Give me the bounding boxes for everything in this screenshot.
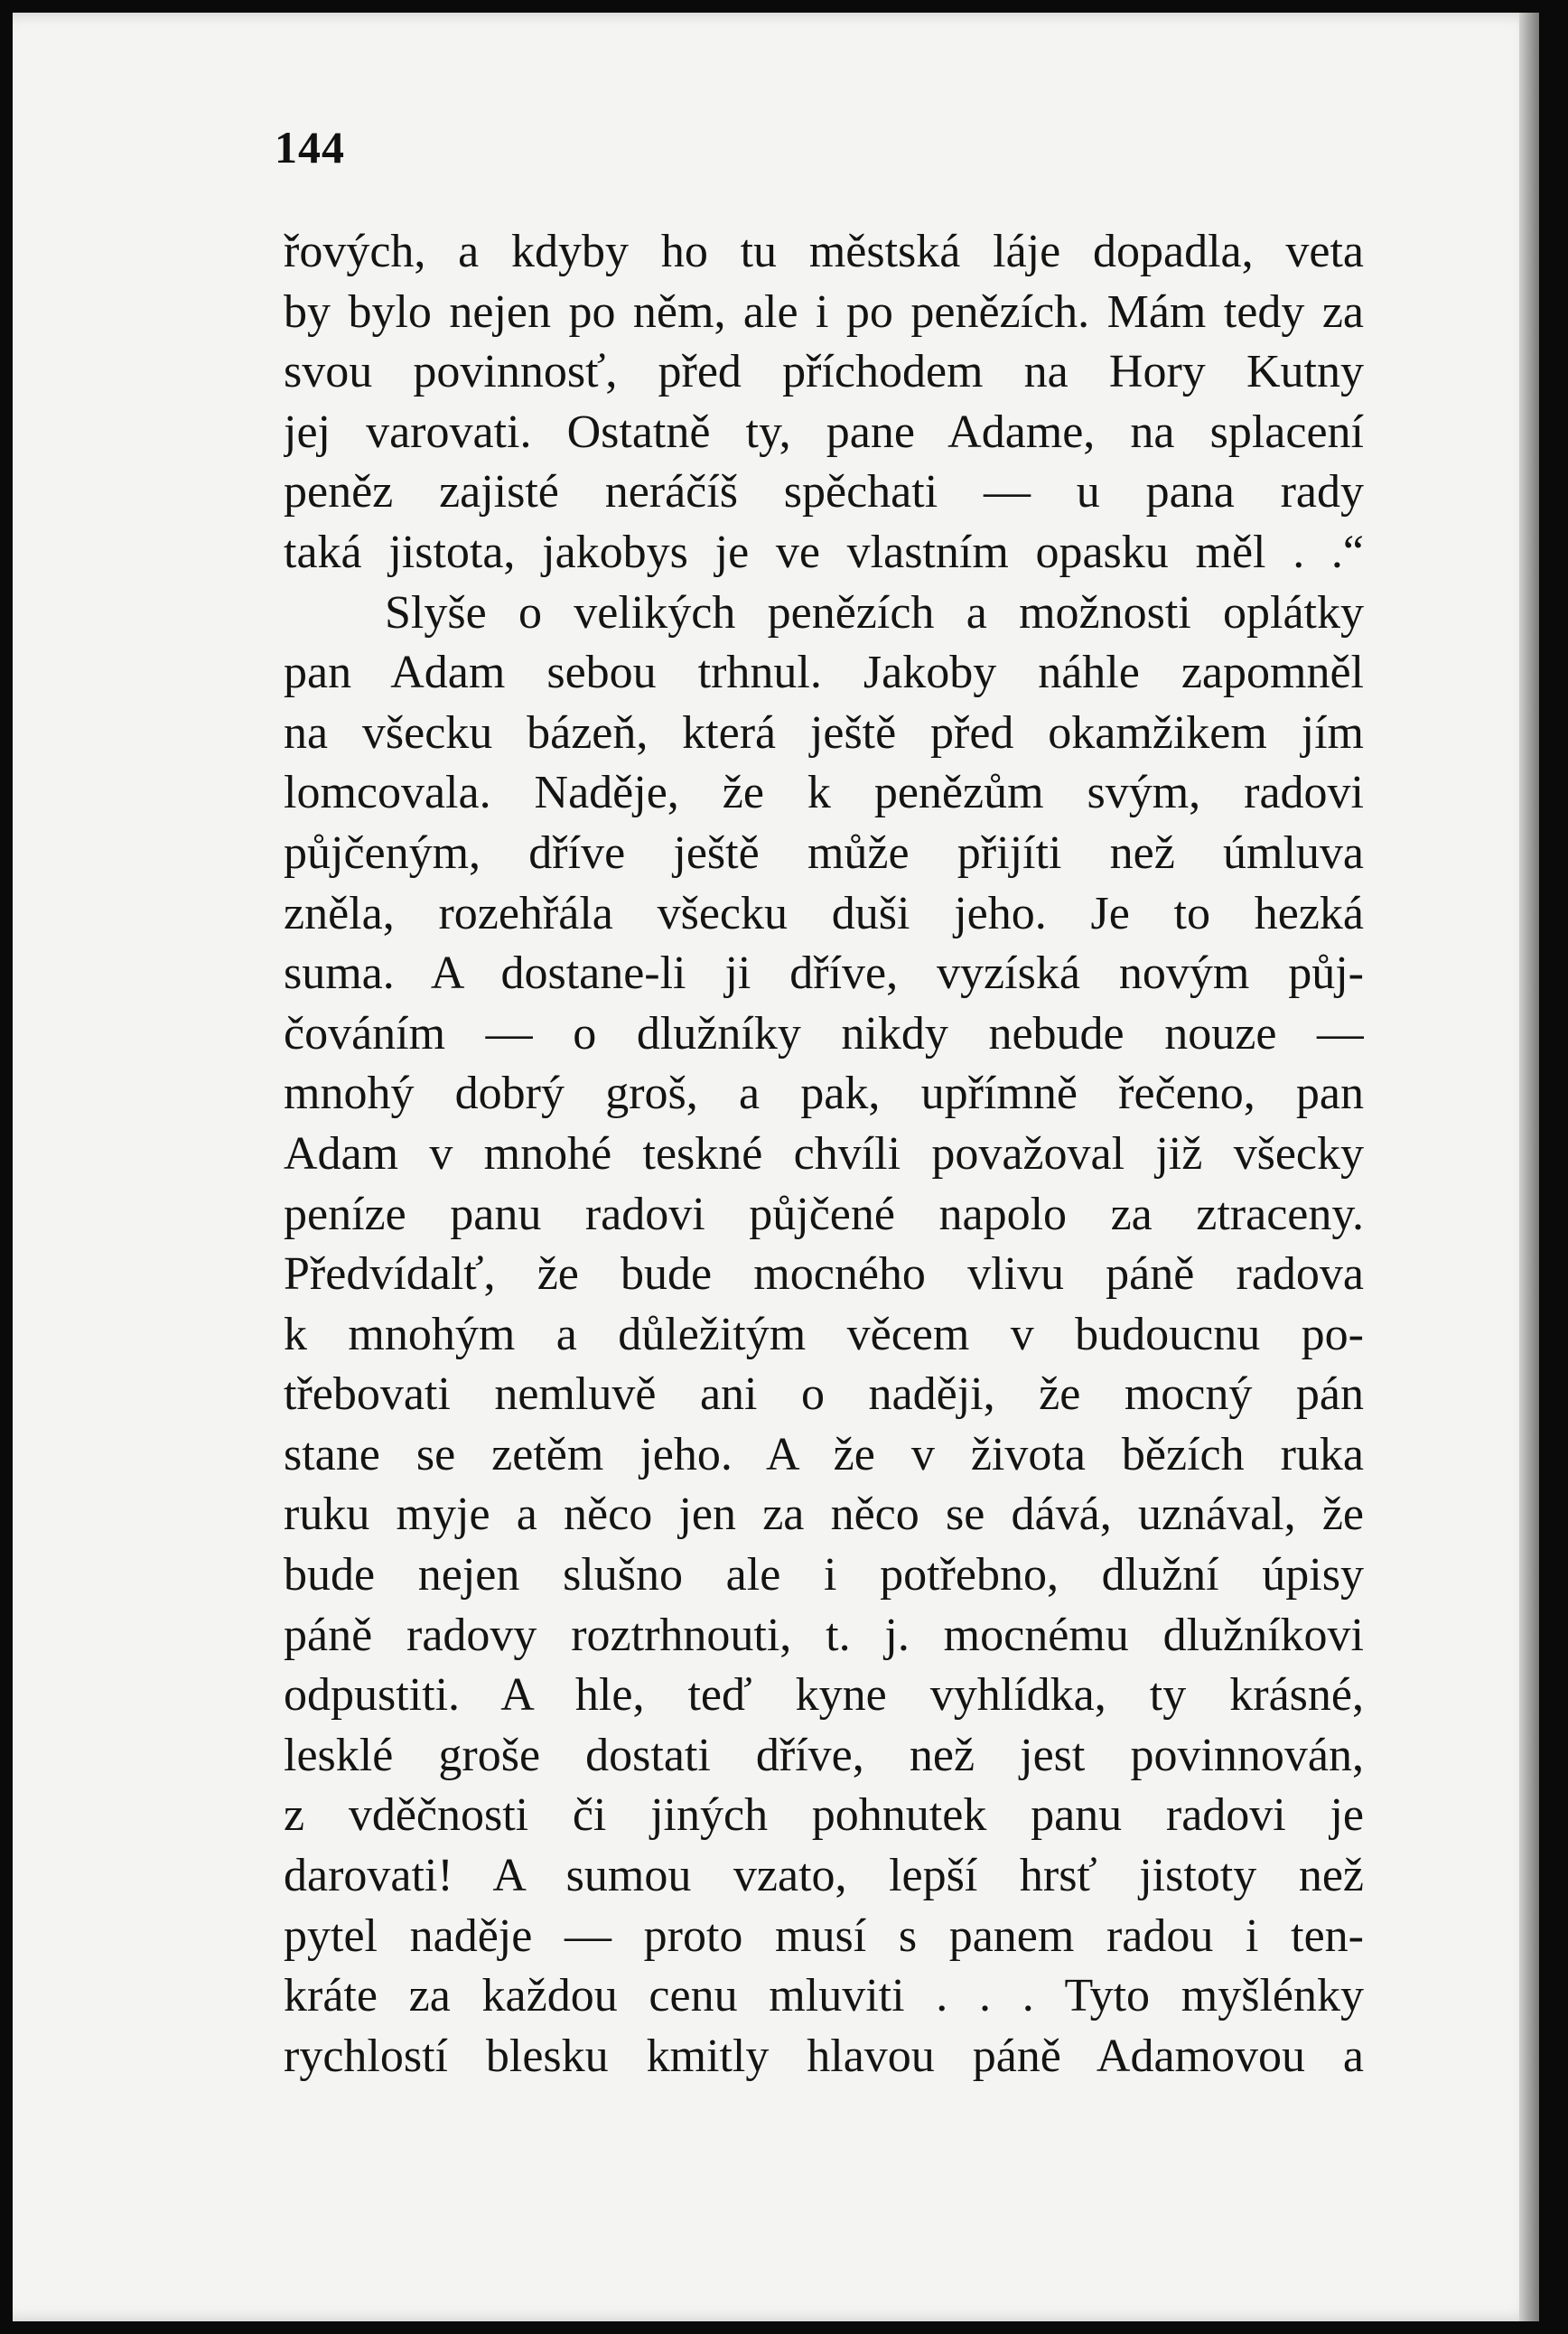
text-line: kráte za každou cenu mluviti . . . Tyto myšlénky: [284, 1970, 1364, 2022]
text-line: bude nejen slušno ale i potřebno, dlužní úpisy: [284, 1549, 1364, 1601]
text-line: z vděčnosti či jiných pohnutek panu radovi je: [284, 1789, 1364, 1842]
text-line: k mnohým a důležitým věcem v budoucnu po-: [284, 1308, 1364, 1360]
text-line: stane se zetěm jeho. A že v života bězích ruka: [284, 1428, 1364, 1480]
text-line: odpustiti. A hle, teď kyne vyhlídka, ty krásné,: [284, 1669, 1364, 1722]
text-line: by bylo nejen po něm, ale i po penězích. Mám tedy za: [284, 285, 1364, 338]
text-line: taká jistota, jakobys je ve vlastním opasku měl . .“: [284, 526, 1364, 578]
text-line: pan Adam sebou trhnul. Jakoby náhle zapomněl: [284, 647, 1364, 699]
text-line: rychlostí blesku kmitly hlavou páně Adamovou a: [284, 2030, 1364, 2082]
text-line: svou povinnosť, před příchodem na Hory Kutny: [284, 346, 1364, 398]
text-line: lomcovala. Naděje, že k penězům svým, radovi: [284, 767, 1364, 819]
text-line: zněla, rozehřála všecku duši jeho. Je to hezká: [284, 887, 1364, 939]
text-line: lesklé groše dostati dříve, než jest povinnován,: [284, 1729, 1364, 1781]
text-line: řových, a kdyby ho tu městská láje dopadla, veta: [284, 226, 1364, 277]
text-line: pytel naděje — proto musí s panem radou i ten-: [284, 1909, 1364, 1962]
text-line: na všecku bázeň, která ještě před okamžikem jím: [284, 706, 1364, 759]
text-line: Předvídalť, že bude mocného vlivu páně radova: [284, 1248, 1364, 1301]
text-line: ruku myje a něco jen za něco se dává, uznával, že: [284, 1489, 1364, 1541]
text-line: darovati! A sumou vzato, lepší hrsť jistoty než: [284, 1850, 1364, 1902]
text-line: čováním — o dlužníky nikdy nebude nouze —: [284, 1007, 1364, 1060]
text-line: půjčeným, dříve ještě může přijíti než úmluva: [284, 826, 1364, 879]
page-number: 144: [275, 122, 345, 173]
text-line: Adam v mnohé teskné chvíli považoval již všecky: [284, 1127, 1364, 1180]
text-line: suma. A dostane-li ji dříve, vyzíská novým půj-: [284, 948, 1364, 1000]
text-line: jej varovati. Ostatně ty, pane Adame, na splacení: [284, 406, 1364, 458]
paragraph-start-line: Slyše o velikých penězích a možnosti oplátky: [385, 586, 1364, 639]
page-edge-shadow: [1519, 13, 1539, 2321]
text-line: peníze panu radovi půjčené napolo za ztraceny.: [284, 1188, 1364, 1240]
text-line: třebovati nemluvě ani o naději, že mocný pán: [284, 1368, 1364, 1421]
text-line: peněz zajisté neráčíš spěchati — u pana rady: [284, 466, 1364, 518]
text-line: mnohý dobrý groš, a pak, upřímně řečeno, pan: [284, 1068, 1364, 1120]
text-line: páně radovy roztrhnouti, t. j. mocnému dlužníkovi: [284, 1609, 1364, 1661]
body-text: [284, 222, 1364, 2087]
book-page: [13, 13, 1539, 2321]
